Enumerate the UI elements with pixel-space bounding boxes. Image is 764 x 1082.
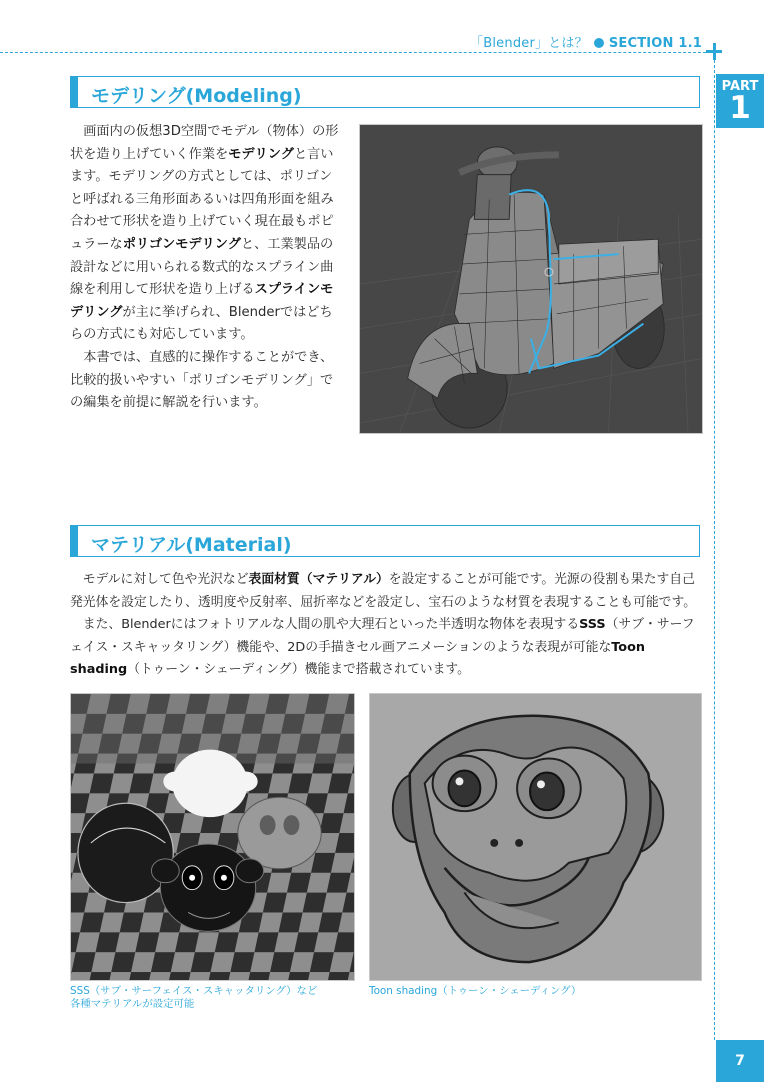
caption-line: SSS（サブ・サーフェイス・スキャッタリング）など: [70, 985, 318, 997]
scooter-wireframe-image: [359, 124, 703, 434]
corner-cross-icon-vertical: [713, 43, 716, 60]
text-run: が主に挙げられ、Blenderではどちらの方式にも対応しています。: [70, 304, 333, 343]
paragraph: [70, 569, 704, 614]
section-title: マテリアル(Material): [91, 534, 292, 556]
bold-term: スプラインモデリング: [70, 282, 334, 320]
caption-toon: Toon shading（トゥーン・シェーディング）: [369, 985, 582, 997]
bold-term: SSS: [579, 617, 606, 633]
bullet-dot-icon: [594, 38, 604, 48]
bold-term: Toon shading: [70, 639, 645, 678]
section-heading-modeling: [70, 76, 700, 108]
part-number: 1: [729, 90, 751, 126]
heading-bar: [70, 525, 78, 557]
section-title: モデリング(Modeling): [91, 85, 302, 107]
bold-term: 表面材質（マテリアル）: [248, 572, 389, 587]
part-label: PART: [721, 79, 759, 94]
paragraph: [70, 614, 704, 682]
paragraph: [70, 347, 340, 415]
chapter-title: 「Blender」とは？: [470, 36, 588, 51]
material-body: [70, 569, 704, 682]
section-number: SECTION 1.1: [608, 36, 702, 51]
modeling-body: [70, 121, 340, 415]
toon-monkey-image: [369, 693, 702, 981]
text-run: 本書では、直感的に操作することができ、比較的扱いやすい「ポリゴンモデリング」での編集を前提に解説を行います。: [70, 349, 334, 411]
running-header: [470, 32, 702, 51]
text-run: モデルに対して色や光沢など: [82, 572, 249, 587]
text-run: （サブ・サーフェイス・スキャッタリング）機能や、2Dの手描きセル画アニメーションのような表現が可能な: [70, 617, 695, 655]
heading-bar: [70, 76, 78, 108]
text-run: を設定することが可能です。光源の役割も果たす自己発光体を設定したり、透明度や反射率、屈折率などを設定し、宝石のような材質を表現することも可能です。: [70, 572, 697, 610]
section-heading-material: [70, 525, 700, 557]
caption-line: 各種マテリアルが設定可能: [70, 998, 195, 1010]
part-tab: [716, 74, 764, 128]
page-number: 7: [716, 1040, 764, 1082]
bold-term: モデリング: [228, 146, 294, 162]
text-run: と、工業製品の設計などに用いられる数式的なスプライン曲線を利用して形状を造り上げる: [70, 236, 334, 298]
text-run: （トゥーン・シェーディング）機能まで搭載されています。: [127, 662, 470, 678]
header-rule: [0, 52, 716, 53]
paragraph: [70, 121, 340, 347]
text-run: 画面内の仮想3D空間でモデル（物体）の形状を造り上げていく作業を: [70, 124, 339, 162]
text-run: また、Blenderにはフォトリアルな人間の肌や大理石といった半透明な物体を表現する: [82, 617, 580, 633]
text-run: と言います。モデリングの方式としては、ポリゴンと呼ばれる三角形面あるいは四角形面を組み合わせて形状を造り上げていく現在最もポピュラーな: [70, 146, 334, 252]
caption-sss: [70, 985, 317, 1011]
bold-term: ポリゴンモデリング: [122, 236, 241, 252]
margin-rule: [714, 60, 715, 1040]
sss-monkeys-image: [70, 693, 355, 981]
